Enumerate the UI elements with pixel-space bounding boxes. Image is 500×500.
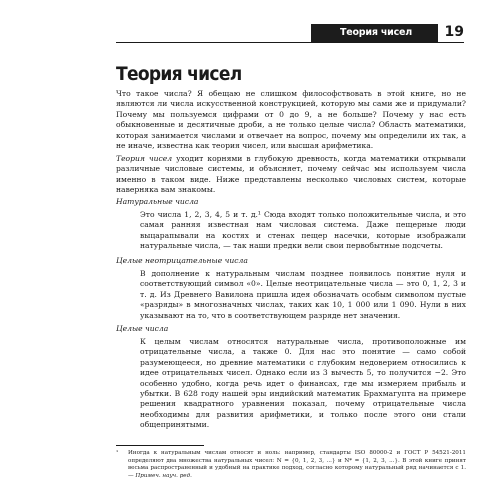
- subheading-whole: Целые неотрицательные числа: [116, 256, 248, 265]
- subheading-natural: Натуральные числа: [116, 197, 199, 206]
- footnote-text: [128, 450, 466, 480]
- second-paragraph-rest: уходит корнями в глубокую древность, когда математики открывали различные числовые системы, и объясняет, почему сейчас мы используем числа именно в таком виде. Ниже представлены несколько числовых систем, которые наверняка вам знакомы.: [116, 154, 466, 195]
- footnote-editor-note: Примеч. науч. ред.: [135, 472, 192, 479]
- whole-numbers-paragraph: В дополнение к натуральным числам позднее появилось понятие нуля и соответствующий символ «0». Целые неотрицательные числа — это 0, 1, 2, 3 и т. д. Из Древнего Вавилона пришла идея обозначать особым символом пустые «разряды» в многозначных числах, таких как 10, 1 000 или 1 090. Нули в них указывают на то, что в соответствующем разряде нет значения.: [140, 269, 466, 320]
- header-rule: [116, 42, 464, 43]
- second-paragraph: [116, 154, 466, 196]
- natural-numbers-paragraph: Это числа 1, 2, 3, 4, 5 и т. д.¹ Сюда входят только положительные числа, и это самая ранняя известная нам числовая система. Даже пещерные люди выцарапывали на костях и стенах пещер насечки, которые изображали натуральные числа, — так наши предки вели свои первобытные подсчеты.: [140, 210, 466, 251]
- integers-paragraph: К целым числам относятся натуральные числа, противоположные им отрицательные числа, а также 0. Для нас это понятие — само собой разумеющееся, но древние математики с глубоким недоверием относились к идее отрицательных чисел. Однако если из 3 вычесть 5, то получится −2. Это особенно удобно, когда речь идет о финансах, где мы измеряем прибыль и убытки. В 628 году нашей эры индийский математик Брахмагупта на примере решения квадратного уравнения показал, почему отрицательные числа необходимы для развития арифметики, и только после этого они стали общепринятыми.: [140, 337, 466, 430]
- running-head-title: Теория чисел: [339, 27, 413, 38]
- footnote-body: Иногда к натуральным числам относят и ноль: например, стандарты ISO 80000-2 и ГОСТ Р 54521-2011 определяют два множества натуральных чисел: N = {0, 1, 2, 3, ...} и N* = {1, 2, 3, ...}. В этой книге принят весьма распространенный и удобный на практике подход, согласно которому натуральный ряд начинается с 1. —: [128, 450, 466, 479]
- intro-paragraph: Что такое числа? Я обещаю не слишком философствовать в этой книге, но не являются ли числа искусственной конструкцией, которую мы сами же и придумали? Почему мы пользуемся цифрами от 0 до 9, а не больше? Почему у нас есть обыкновенные и десятичные дроби, а не только целые числа? Область математики, которая занимается числами и отвечает на вопрос, почему мы определили их так, а не иначе, известна как теория чисел, или высшая арифметика.: [116, 89, 466, 151]
- subheading-integers: Целые числа: [116, 324, 169, 333]
- chapter-title: Теория чисел: [116, 63, 242, 85]
- page-number: 19: [444, 24, 464, 40]
- page-header: [0, 0, 500, 44]
- footnote-mark: ¹: [116, 450, 119, 456]
- term-number-theory: Теория чисел: [116, 154, 173, 163]
- footnote-rule: [116, 445, 204, 446]
